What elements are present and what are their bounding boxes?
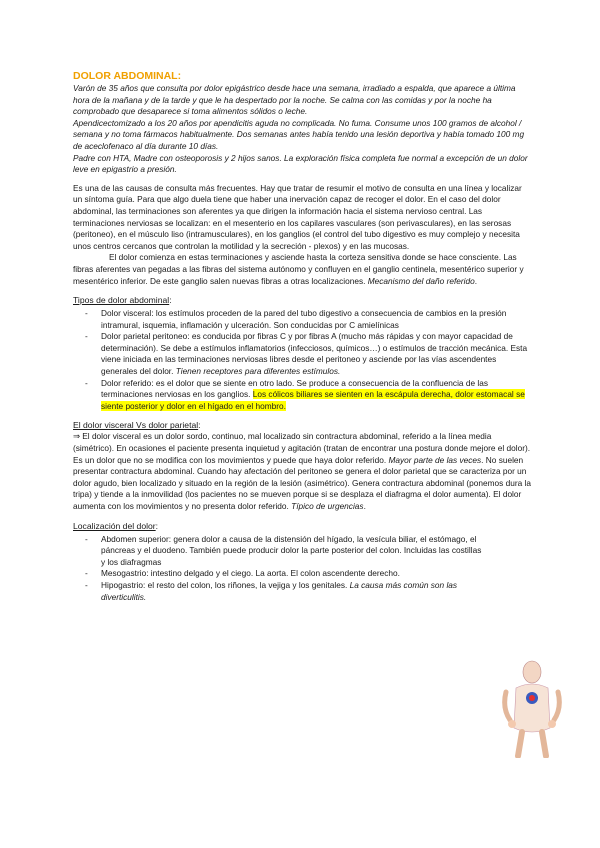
list-item: - Mesogastrio: intestino delgado y el ciego. La aorta. El colon ascendente derecho.	[73, 568, 483, 580]
case-paragraph: Varón de 35 años que consulta por dolor epigástrico desde hace una semana, irradiado a espalda, que aparece a última hora de la mañana y de la tarde y que le ha despertado por la noche. Se calma con las comidas y por la noche ha comprobado que desaparece si toma alimentos sólidos o leche.	[73, 83, 516, 117]
section-heading-visceral: El dolor visceral Vs dolor parietal:	[73, 420, 201, 431]
section-heading-tipos: Tipos de dolor abdominal:	[73, 295, 172, 306]
tipos-list	[73, 308, 533, 412]
abdominal-pain-illustration-icon	[500, 658, 564, 758]
list-item: - Dolor visceral: los estímulos proceden de la pared del tubo digestivo a consecuencia de cambios en la presión intramural, isquemia, inflamación y ulceración. Son conducidas por C amielínicas	[73, 308, 533, 331]
list-item: - Dolor parietal peritoneo: es conducida por fibras C y por fibras A (mucho más rápidas y con mayor capacidad de determinación). Se debe a estímulos inflamatorios (infecciosos, químicos…) o estímulos de tracción mecánica. Esta viene iniciada en las terminaciones nerviosas libres desde el peritoneo y asciende por las vías ascendentes generales del dolor. Tienen receptores para diferentes estímulos.	[73, 331, 533, 377]
intro-paragraph-2: El dolor comienza en estas terminaciones y asciende hasta la corteza sensitiva donde se hace consciente. Las fibras aferentes van pegadas a las fibras del sistema autónomo y confluyen en el ganglio centinela, mesentérico superior y mesentérico inferior. De este ganglio salen nuevas fibras a otras localizaciones. Mecanismo del daño referido.	[73, 252, 524, 286]
section-heading-localizacion: Localización del dolor:	[73, 520, 159, 531]
document-title: DOLOR ABDOMINAL:	[73, 70, 182, 82]
document-page	[73, 70, 533, 603]
visceral-paragraph: ⇒ El dolor visceral es un dolor sordo, continuo, mal localizado sin contractura abdominal, referido a la línea media (simétrico). En ocasiones el paciente presenta inquietud y agitación (tratan de encontrar una postura donde mejore el dolor). Es un dolor que no se modifica con los movimientos y puede que haya dolor referido. Mayor parte de las veces. No suelen presentar contractura abdominal. Cuando hay afectación del peritoneo se genera el dolor parietal que se caracteriza por un dolor agudo, bien localizado y situado en la región de la lesión (asimétrico). Genera contractura abdominal (ponemos dura la tripa) y tiende a la inmovilidad (los pacientes no se mueven porque si se desplaza el diafragma el dolor aumenta). El dolor aumenta con los movimientos y no presenta dolor referido. Típico de urgencias.	[73, 431, 531, 511]
intro-paragraph: Es una de las causas de consulta más frecuentes. Hay que tratar de resumir el motivo de consulta en una línea y localizar un síntoma guía. Para que algo duela tiene que haber una inervación capaz de recoger el dolor. En el caso del dolor abdominal, las terminaciones son aferentes ya que dirigen la información hacia el sistema nervioso central. Las terminaciones nerviosas se localizan: en el mesenterio en los capilares vasculares (son perivasculares), en las serosas (peritoneo), en el músculo liso (intramusculares), en los ganglios (el control del tubo digestivo es muy complejo y necesita unos centros cercanos que controlan la motilidad y la secreción - plexos) y en las mucosas.	[73, 182, 522, 251]
localizacion-list	[73, 534, 483, 604]
case-paragraph: Apendicectomizado a los 20 años por apendicitis aguda no complicada. No fuma. Consume unos 100 gramos de alcohol / semana y no toma fármacos habitualmente. Dos semanas antes había tenido una lesión deportiva y había tomado 100 mg de aceclofenaco al día durante 10 días.	[73, 117, 525, 151]
highlighted-text: Los cólicos biliares se sienten en la escápula derecha, dolor estomacal se siente posterior y dolor en el hígado en el hombro.	[101, 389, 525, 411]
case-paragraph: Padre con HTA, Madre con osteoporosis y 2 hijos sanos. La exploración física completa fue normal a excepción de un dolor leve en epigastrio a presión.	[73, 152, 528, 175]
list-item: - Dolor referido: es el dolor que se siente en otro lado. Se produce a consecuencia de la confluencia de las terminaciones nerviosas en los ganglios. Los cólicos biliares se sienten en la escápula derecha, dolor estomacal se siente posterior y dolor en el hígado en el hombro.	[73, 378, 533, 413]
clinical-case	[73, 83, 533, 176]
list-item: - Hipogastrio: el resto del colon, los riñones, la vejiga y los genitales. La causa más común son las diverticulitis.	[73, 580, 483, 603]
list-item: - Abdomen superior: genera dolor a causa de la distensión del hígado, la vesícula biliar, el estómago, el páncreas y el duodeno. También puede producir dolor la parte posterior del colon. Incluidas las costillas y los diafragmas	[73, 534, 483, 569]
